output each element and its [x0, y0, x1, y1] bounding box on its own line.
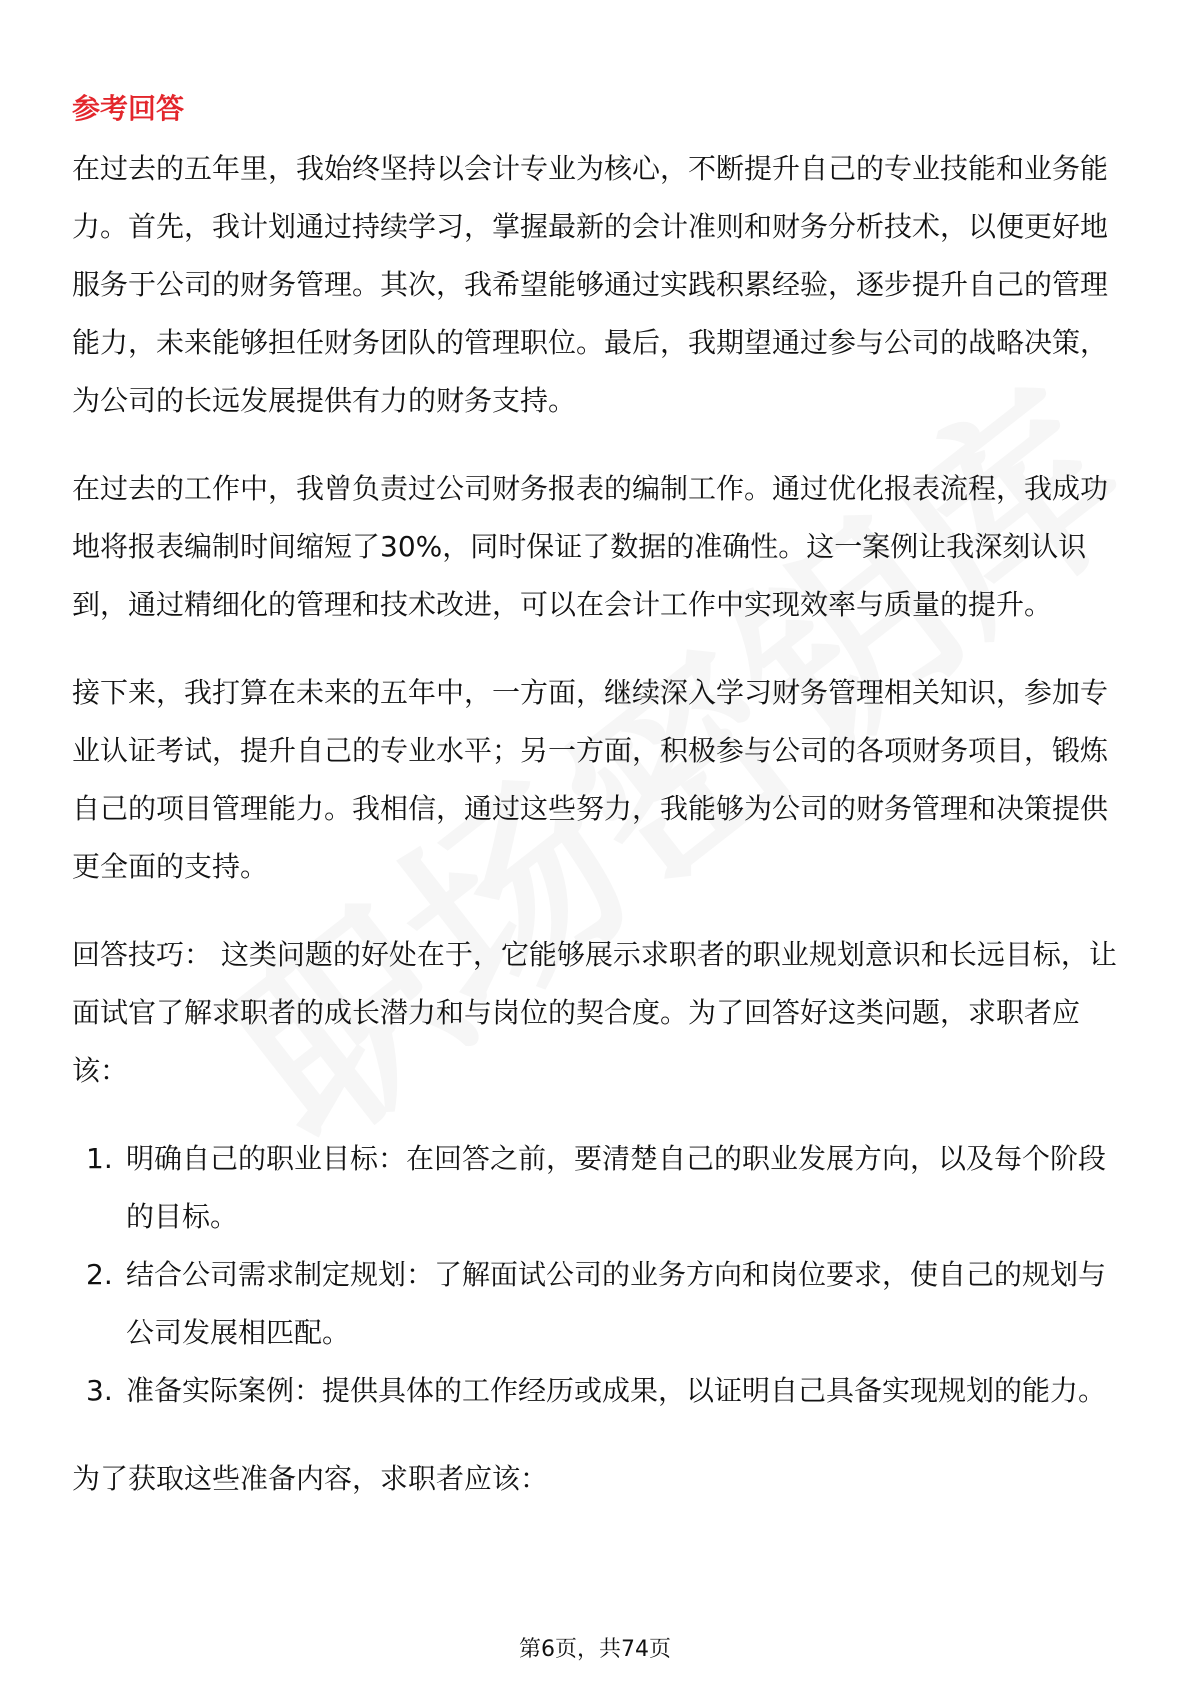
list-item: [72, 1246, 1118, 1362]
answer-paragraph-1: 在过去的五年里，我始终坚持以会计专业为核心，不断提升自己的专业技能和业务能力。首先，我计划通过持续学习，掌握最新的会计准则和财务分析技术，以便更好地服务于公司的财务管理。其次，我希望能够通过实践积累经验，逐步提升自己的管理能力，未来能够担任财务团队的管理职位。最后，我期望通过参与公司的战略决策，为公司的长远发展提供有力的财务支持。: [72, 152, 1109, 417]
list-item: [72, 1362, 1118, 1420]
list-item: [72, 1130, 1118, 1246]
section-title: 参考回答: [72, 92, 185, 125]
closing-paragraph: 为了获取这些准备内容，求职者应该：: [72, 1462, 549, 1495]
list-item-text: 明确自己的职业目标：在回答之前，要清楚自己的职业发展方向，以及每个阶段的目标。: [126, 1142, 1107, 1233]
tips-intro-paragraph: 回答技巧： 这类问题的好处在于，它能够展示求职者的职业规划意识和长远目标，让面试官了解求职者的成长潜力和与岗位的契合度。为了回答好这类问题，求职者应该：: [72, 938, 1117, 1087]
answer-paragraph-3: 接下来，我打算在未来的五年中，一方面，继续深入学习财务管理相关知识，参加专业认证考试，提升自己的专业水平；另一方面，积极参与公司的各项财务项目，锻炼自己的项目管理能力。我相信，通过这些努力，我能够为公司的财务管理和决策提供更全面的支持。: [72, 676, 1109, 883]
list-item-text: 结合公司需求制定规划：了解面试公司的业务方向和岗位要求，使自己的规划与公司发展相匹配。: [126, 1258, 1107, 1349]
list-item-number: 3.: [86, 1374, 113, 1407]
list-item-number: 1.: [86, 1142, 113, 1175]
tips-list: [72, 1130, 1118, 1420]
list-item-text: 准备实际案例：提供具体的工作经历或成果，以证明自己具备实现规划的能力。: [126, 1374, 1107, 1407]
list-item-number: 2.: [86, 1258, 113, 1291]
answer-paragraph-2: 在过去的工作中，我曾负责过公司财务报表的编制工作。通过优化报表流程，我成功地将报表编制时间缩短了30%，同时保证了数据的准确性。这一案例让我深刻认识到，通过精细化的管理和技术改进，可以在会计工作中实现效率与质量的提升。: [72, 472, 1109, 621]
page-content: [72, 80, 1118, 1538]
page-number: 第6页，共74页: [519, 1637, 671, 1662]
